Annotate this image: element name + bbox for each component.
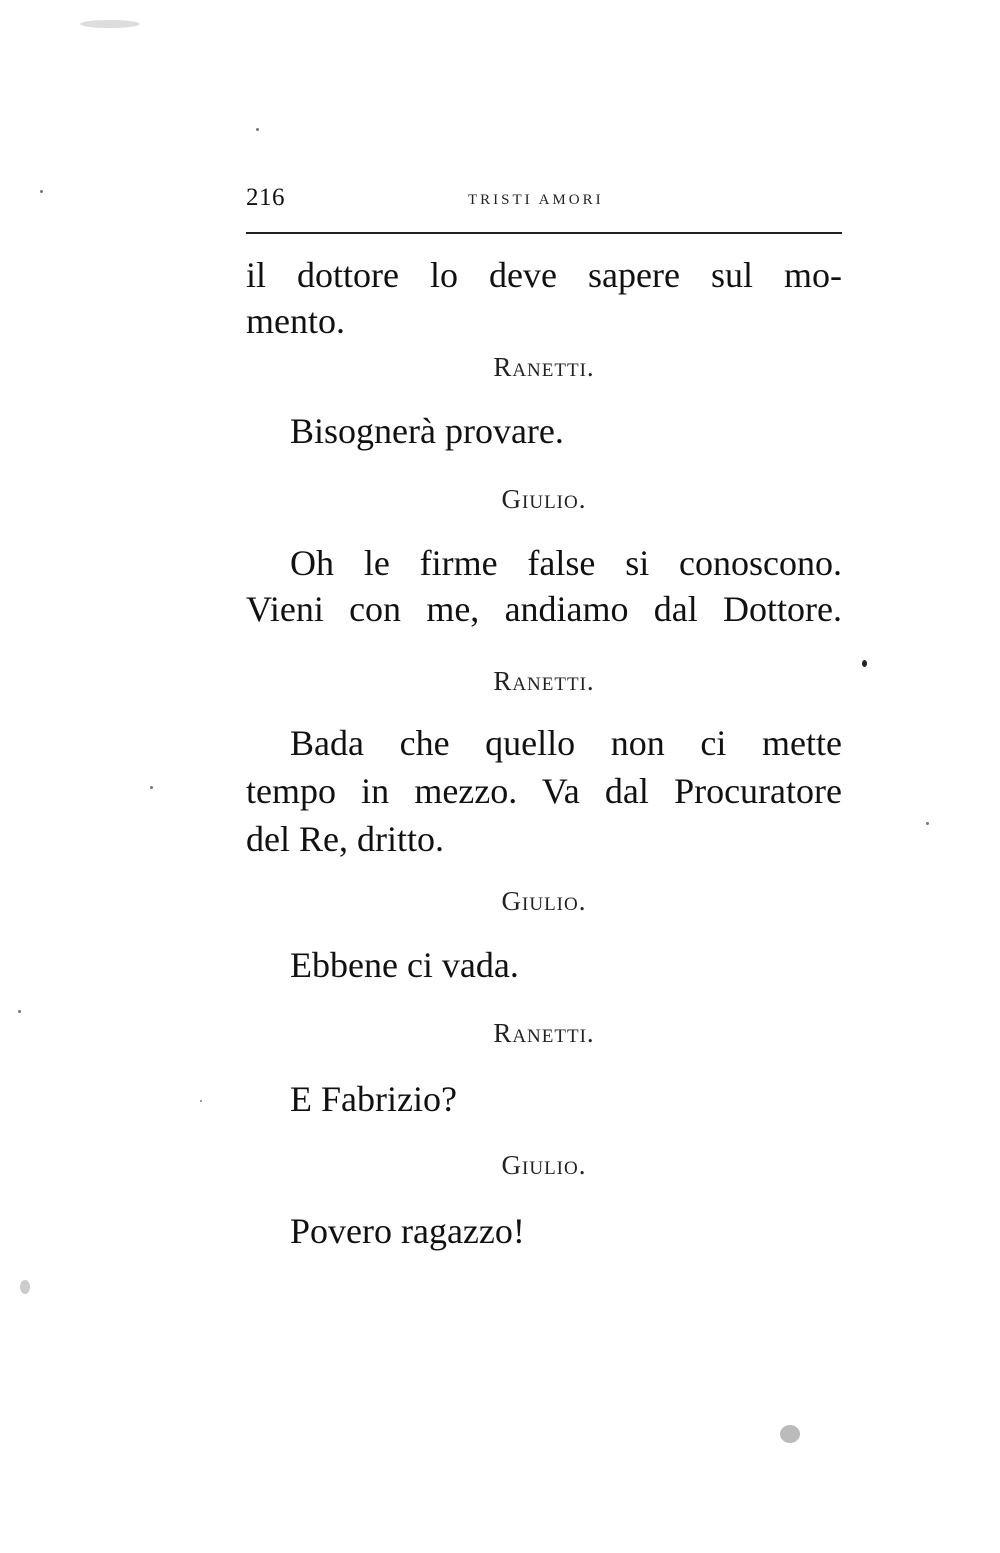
dialogue-line-3b: Vieni con me, andiamo dal Dottore. (246, 589, 842, 629)
header-rule (246, 232, 842, 234)
speaker-name: Giulio. (501, 1150, 587, 1180)
scan-speck (150, 786, 153, 789)
scan-speck (926, 822, 929, 825)
scan-speck (256, 128, 259, 131)
speaker-name: Giulio. (501, 886, 587, 916)
dialogue-line-2: Bisognerà provare. (290, 411, 564, 451)
dialogue-line-1b: mento. (246, 301, 345, 341)
scan-speck (200, 1100, 202, 1102)
scan-speck (780, 1425, 800, 1443)
speaker-name: Ranetti. (493, 1018, 595, 1048)
speaker-name: Giulio. (501, 484, 587, 514)
dialogue-line-1a: il dottore lo deve sapere sul mo- (246, 255, 842, 295)
dialogue-line-7: Povero ragazzo! (290, 1211, 525, 1251)
scan-speck (862, 660, 867, 667)
dialogue-line-4b: tempo in mezzo. Va dal Procuratore (246, 771, 842, 811)
page-header (246, 180, 842, 220)
scan-speck (20, 1280, 30, 1294)
dialogue-line-4a: Bada che quello non ci mette (290, 723, 842, 763)
dialogue-line-6: E Fabrizio? (290, 1079, 457, 1119)
scan-speck (80, 20, 140, 28)
speaker-name: Ranetti. (493, 666, 595, 696)
running-title: TRISTI AMORI (468, 192, 604, 208)
scan-speck (40, 190, 43, 193)
dialogue-line-4c: del Re, dritto. (246, 819, 444, 859)
scan-speck (18, 1010, 21, 1013)
dialogue-line-5: Ebbene ci vada. (290, 945, 519, 985)
dialogue-line-3a: Oh le firme false si conoscono. (290, 543, 842, 583)
speaker-name: Ranetti. (493, 352, 595, 382)
page-number: 216 (246, 184, 285, 211)
